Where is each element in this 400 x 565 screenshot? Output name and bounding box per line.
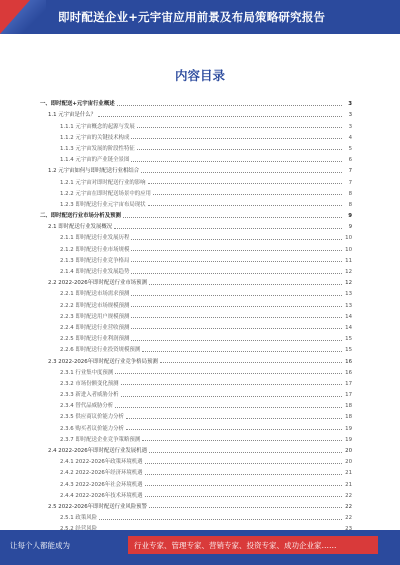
toc-entry-label: 1.2 元宇宙如何与即时配送行业相结合 [48,168,140,175]
toc-entry[interactable] [40,230,352,241]
toc-leader-dots [115,372,342,374]
toc-leader-dots [131,327,342,329]
toc-entry-label: 2.3 2022-2026年即时配送行业竞争格局预测 [48,358,158,365]
toc-entry-label: 2.1 即时配送行业发展概况 [48,224,113,231]
toc-leader-dots [145,473,342,475]
toc-leader-dots [153,193,342,195]
report-title: 即时配送企业+元宇宙应用前景及布局策略研究报告 [58,10,326,24]
toc-entry-page: 12 [345,269,352,275]
toc-entry[interactable] [40,309,352,320]
toc-leader-dots [137,126,342,128]
toc-leader-dots [126,428,342,430]
toc-leader-dots [131,294,342,296]
toc-entry-label: 2.2.6 即时配送行业投资规模预测 [60,347,141,354]
toc-entry-page: 21 [345,470,352,477]
toc-leader-dots [131,160,342,162]
toc-entry-label: 2.4.1 2022-2026年政策环境机遇 [60,459,143,466]
toc-entry-page: 10 [345,235,352,242]
toc-entry[interactable] [40,331,352,342]
header-accent-triangle [0,0,30,34]
toc-leader-dots [160,361,342,363]
toc-entry-label: 1.2.3 即时配送行业元宇宙布局现状 [60,201,146,208]
toc-leader-dots [131,316,342,318]
toc-entry-page: 21 [345,481,352,488]
toc-leader-dots [117,104,342,106]
toc-entry-page: 14 [345,324,352,331]
toc-entry-page: 3 [348,112,352,119]
toc-entry-label: 2.2.4 即时配送行业营收预测 [60,324,130,331]
toc-entry-page: 13 [345,302,352,309]
toc-entry[interactable] [40,275,352,286]
toc-entry-label: 2.1.4 即时配送行业发展趋势 [60,269,130,275]
toc-entry-page: 9 [348,224,352,231]
toc-entry-page: 3 [348,123,352,130]
toc-entry-label: 2.3.3 新进入者威胁分析 [60,392,119,399]
toc-entry[interactable] [40,186,352,197]
toc-entry-page: 22 [345,503,352,510]
toc-leader-dots [131,260,342,262]
toc-entry[interactable] [40,141,352,152]
footer-slogan-highlight-text: 行业专家、管理专家、营销专家、投资专家、成功企业家…… [134,540,337,550]
toc-entry-label: 2.4.3 2022-2026年社会环境机遇 [60,481,143,488]
footer-slogan: 让每个人都能成为 [10,541,70,550]
toc-entry-label: 2.2.1 即时配送市场需求预测 [60,291,130,298]
toc-entry-label: 2.3.1 行业集中度预测 [60,369,114,376]
toc-leader-dots [145,484,342,486]
toc-entry-page: 3 [348,101,352,108]
toc-entry-page: 19 [345,436,352,443]
toc-leader-dots [149,506,342,508]
toc-entry-page: 16 [345,369,352,376]
toc-entry-label: 1.1.3 元宇宙发展的阶段性特征 [60,145,135,152]
toc-entry[interactable] [40,454,352,465]
toc-leader-dots [141,171,342,173]
toc-entry[interactable] [40,253,352,264]
toc-entry-page: 18 [345,403,352,410]
toc-leader-dots [149,283,342,285]
toc-entry[interactable] [40,297,352,308]
toc-leader-dots [126,417,342,419]
toc-entry[interactable] [40,499,352,510]
toc-entry[interactable] [40,241,352,252]
toc-entry-label: 2.5 2022-2026年即时配送行业风险预警 [48,503,147,510]
toc-entry[interactable] [40,174,352,185]
toc-entry-page: 15 [345,347,352,354]
toc-entry[interactable] [40,130,352,141]
toc-entry-page: 22 [345,492,352,499]
table-of-contents [40,96,352,532]
toc-leader-dots [131,305,342,307]
toc-entry[interactable] [40,197,352,208]
toc-leader-dots [115,406,342,408]
toc-entry-page: 6 [348,157,352,164]
toc-entry-label: 1.1.4 元宇宙的产业链全景图 [60,157,130,164]
toc-leader-dots [123,216,342,218]
toc-entry[interactable] [40,152,352,163]
toc-entry[interactable] [40,398,352,409]
toc-entry-page: 20 [345,459,352,466]
toc-entry[interactable] [40,353,352,364]
toc-leader-dots [121,395,342,397]
toc-leader-dots [99,518,342,520]
toc-entry-label: 2.5.1 政策风险 [60,515,97,522]
toc-entry[interactable] [40,342,352,353]
toc-entry[interactable] [40,118,352,129]
toc-entry-label: 2.2 2022-2026年即时配送行业市场预测 [48,280,147,287]
toc-entry[interactable] [40,286,352,297]
toc-entry-page: 15 [345,336,352,343]
toc-leader-dots [148,182,342,184]
toc-entry[interactable] [40,208,352,219]
toc-entry-label: 1.2.2 元宇宙在即时配送场景中的应用 [60,190,151,197]
toc-leader-dots [131,137,342,139]
toc-leader-dots [98,115,342,117]
toc-entry-page: 22 [345,515,352,522]
toc-entry-page: 10 [345,246,352,253]
toc-leader-dots [131,249,342,251]
toc-entry-page: 16 [345,358,352,365]
footer-slogan-highlight [128,536,378,554]
toc-entry[interactable] [40,510,352,521]
toc-entry-page: 11 [345,257,352,264]
toc-entry-label: 2.3.7 即时配送企业竞争策略预测 [60,436,141,443]
toc-entry[interactable] [40,107,352,118]
toc-entry[interactable] [40,96,352,107]
toc-entry[interactable] [40,476,352,487]
toc-leader-dots [131,238,342,240]
toc-entry[interactable] [40,264,352,275]
toc-entry-page: 12 [345,280,352,287]
toc-leader-dots [145,495,342,497]
toc-entry-label: 2.3.2 市场份额变化预测 [60,380,119,387]
toc-leader-dots [149,451,342,453]
toc-entry[interactable] [40,420,352,431]
toc-entry-page: 8 [348,201,352,208]
toc-leader-dots [148,204,342,206]
toc-entry[interactable] [40,376,352,387]
toc-entry-page: 17 [345,380,352,387]
toc-entry-page: 8 [348,190,352,197]
toc-leader-dots [114,227,342,229]
toc-title: 内容目录 [174,68,225,83]
toc-entry-label: 2.4.4 2022-2026年技术环境机遇 [60,492,143,499]
toc-entry-label: 2.1.1 即时配送行业发展历程 [60,235,130,242]
toc-leader-dots [142,439,342,441]
toc-entry[interactable] [40,320,352,331]
toc-entry-page: 7 [348,179,352,186]
toc-entry[interactable] [40,365,352,376]
toc-entry[interactable] [40,163,352,174]
toc-entry-page: 13 [345,291,352,298]
toc-entry-label: 1.1.2 元宇宙的关键技术构成 [60,134,130,141]
toc-entry-page: 19 [345,425,352,432]
toc-entry-page: 20 [345,448,352,454]
toc-entry-label: 2.1.2 即时配送行业市场规模 [60,246,130,253]
toc-entry-page: 14 [345,313,352,320]
toc-entry-label: 一、即时配送+元宇宙行业概述 [40,101,115,108]
toc-entry-label: 1.1 元宇宙是什么？ [48,112,97,119]
toc-entry[interactable] [40,387,352,398]
toc-entry-page: 5 [348,145,352,152]
toc-entry[interactable] [40,465,352,476]
toc-entry-label: 2.3.5 供应商议价能力分析 [60,414,124,421]
toc-entry-label: 2.3.6 购买者议价能力分析 [60,425,124,432]
toc-entry-label: 1.1.1 元宇宙概念的起源与发展 [60,123,135,130]
toc-entry-label: 2.4.2 2022-2026年经济环境机遇 [60,470,143,477]
toc-entry-label: 2.2.3 即时配送用户规模预测 [60,313,130,320]
toc-leader-dots [131,272,342,274]
toc-leader-dots [121,383,342,385]
toc-entry-label: 2.3.4 替代品威胁分析 [60,403,114,410]
toc-entry-page: 7 [348,168,352,175]
toc-entry-page: 4 [348,134,352,141]
toc-entry-page: 18 [345,414,352,421]
toc-entry-label: 2.1.3 即时配送行业竞争格局 [60,257,130,264]
toc-entry-page: 17 [345,392,352,399]
toc-entry[interactable] [40,432,352,443]
toc-entry[interactable] [40,443,352,454]
toc-entry-label: 1.2.1 元宇宙对即时配送行业的影响 [60,179,146,186]
toc-leader-dots [145,462,342,464]
toc-leader-dots [131,339,342,341]
toc-entry[interactable] [40,409,352,420]
toc-entry-label: 2.4 2022-2026年即时配送行业发展机遇 [48,448,147,454]
toc-entry-label: 2.2.5 即时配送行业利润预测 [60,336,130,343]
toc-entry-label: 2.2.2 即时配送市场规模预测 [60,302,130,309]
toc-leader-dots [137,148,342,150]
toc-entry[interactable] [40,219,352,230]
toc-leader-dots [142,350,342,352]
toc-entry[interactable] [40,488,352,499]
toc-entry-label: 二、即时配送行业市场分析及预测 [40,213,121,220]
toc-entry-page: 9 [348,213,352,220]
